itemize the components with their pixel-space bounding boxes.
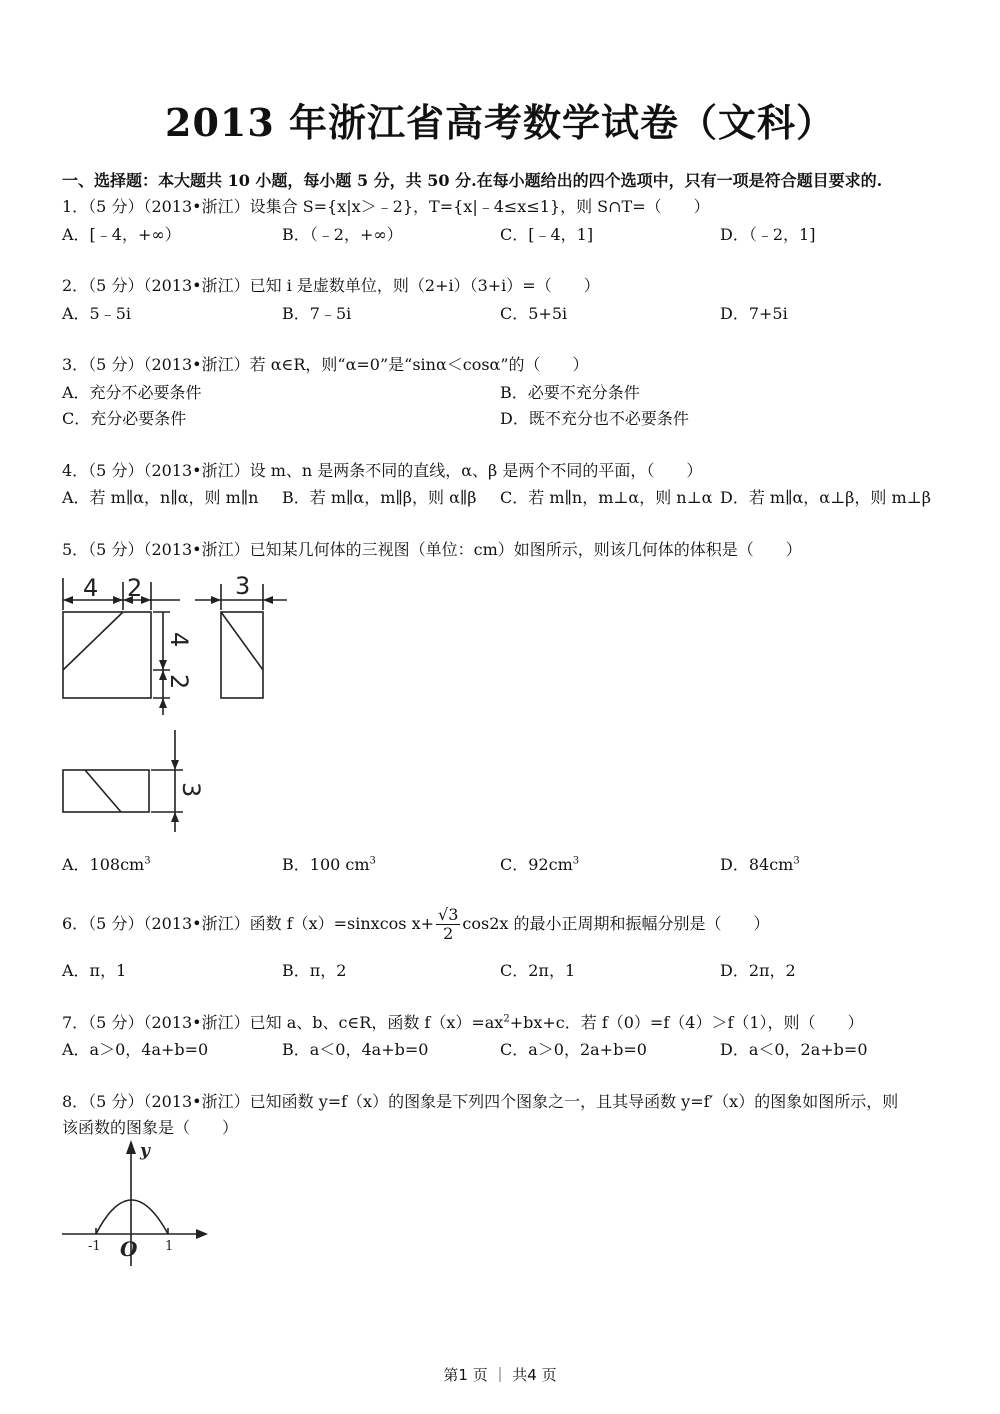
q1-option-a: A．[﹣4，+∞）: [62, 225, 181, 244]
derivative-graph: [58, 1138, 218, 1273]
q5-option-c: C．$92cm^3$: [500, 855, 580, 874]
q2-stem: 2．（5 分）（2013•浙江）已知 i 是虚数单位，则（2+i）（3+i）=（ ）: [62, 276, 600, 295]
q7-stem: 7．（5 分）（2013•浙江）已知 a、b、c∈R，函数 $f(x)=ax^2+bx+c$．若 f（0）=f（4）＞f（1），则（ ）: [62, 1013, 864, 1032]
dim-label-vert-4: 4: [165, 632, 193, 648]
q2-option-d: D．7+5i: [720, 304, 788, 323]
q3-option-a: A．充分不必要条件: [62, 383, 202, 402]
q7-option-a: A．a＞0，4a+b=0: [62, 1040, 209, 1059]
origin-label: O: [120, 1237, 138, 1261]
page-footer: 第1 页 ｜ 共4 页: [443, 1366, 557, 1384]
q6-option-b: B．π，2: [282, 961, 347, 980]
q8-stem-line2: 该函数的图象是（ ）: [62, 1118, 239, 1137]
q4-option-a: A．若 m∥α，n∥α，则 m∥n: [62, 488, 259, 507]
q5-option-a: A．$108cm^3$: [62, 855, 151, 874]
q3-option-c: C．充分必要条件: [62, 409, 187, 428]
dim-label-2: 2: [127, 574, 143, 602]
q7-option-d: D．a＜0，2a+b=0: [720, 1040, 868, 1059]
q5-stem: 5．（5 分）（2013•浙江）已知某几何体的三视图（单位：cm）如图所示，则该几何体的体积是（ ）: [62, 540, 802, 559]
q3-option-b: B．必要不充分条件: [500, 383, 640, 402]
q2-option-a: A．5﹣5i: [62, 304, 132, 323]
q5-option-d: D．$84cm^3$: [720, 855, 800, 874]
q4-option-d: D．若 m∥α，α⊥β，则 m⊥β: [720, 488, 931, 507]
q4-stem: 4．（5 分）（2013•浙江）设 m、n 是两条不同的直线，α、β 是两个不同的平面，（ ）: [62, 461, 703, 480]
tick-label-1: 1: [165, 1239, 174, 1254]
q6-option-c: C．2π，1: [500, 961, 576, 980]
q1-option-d: D．（﹣2，1]: [720, 225, 816, 244]
q4-option-b: B．若 m∥α，m∥β，则 α∥β: [282, 488, 477, 507]
dim-label-4: 4: [83, 574, 99, 602]
q2-option-c: C．5+5i: [500, 304, 568, 323]
tick-label-neg1: -1: [88, 1239, 101, 1254]
section-heading: 一、选择题：本大题共 10 小题，每小题 5 分，共 50 分.在每小题给出的四个选项中，只有一项是符合题目要求的.: [62, 171, 883, 190]
dim-label-bottom-3: 3: [177, 782, 205, 798]
q1-stem: 1．（5 分）（2013•浙江）设集合 S={x|x＞﹣2}，T={x|﹣4≤x≤1}，则 S∩T=（ ）: [62, 197, 710, 216]
three-view-figure: [55, 570, 305, 845]
q2-option-b: B．7﹣5i: [282, 304, 352, 323]
q5-option-b: B．100 $cm^3$: [282, 855, 376, 874]
q7-option-c: C．a＞0，2a+b=0: [500, 1040, 647, 1059]
q3-option-d: D．既不充分也不必要条件: [500, 409, 689, 428]
q1-option-c: C．[﹣4，1]: [500, 225, 594, 244]
fraction-sqrt3-over-2: $\frac{√3}{2}$: [438, 905, 459, 943]
q4-option-c: C．若 m∥n，m⊥α，则 n⊥α: [500, 488, 713, 507]
page-title: 2013 年浙江省高考数学试卷（文科）: [165, 100, 835, 145]
q6-option-a: A．π，1: [62, 961, 127, 980]
dim-label-side-3: 3: [235, 572, 251, 600]
q8-stem-line1: 8．（5 分）（2013•浙江）已知函数 y=f（x）的图象是下列四个图象之一，且其导函数 y=f′（x）的图象如图所示，则: [62, 1092, 899, 1111]
dim-label-vert-2: 2: [165, 674, 193, 690]
q6-stem: 6．（5 分）（2013•浙江）函数 f（x）=sinxcos x+ $\frac{√3}{2}$ cos2x 的最小正周期和振幅分别是（ ）: [62, 905, 770, 943]
y-axis-label: y: [140, 1141, 150, 1161]
q3-stem: 3．（5 分）（2013•浙江）若 α∈R，则“α=0”是“sinα＜cosα”的（ ）: [62, 355, 589, 374]
q7-option-b: B．a＜0，4a+b=0: [282, 1040, 429, 1059]
q6-option-d: D．2π，2: [720, 961, 796, 980]
q1-option-b: B．（﹣2，+∞）: [282, 225, 403, 244]
